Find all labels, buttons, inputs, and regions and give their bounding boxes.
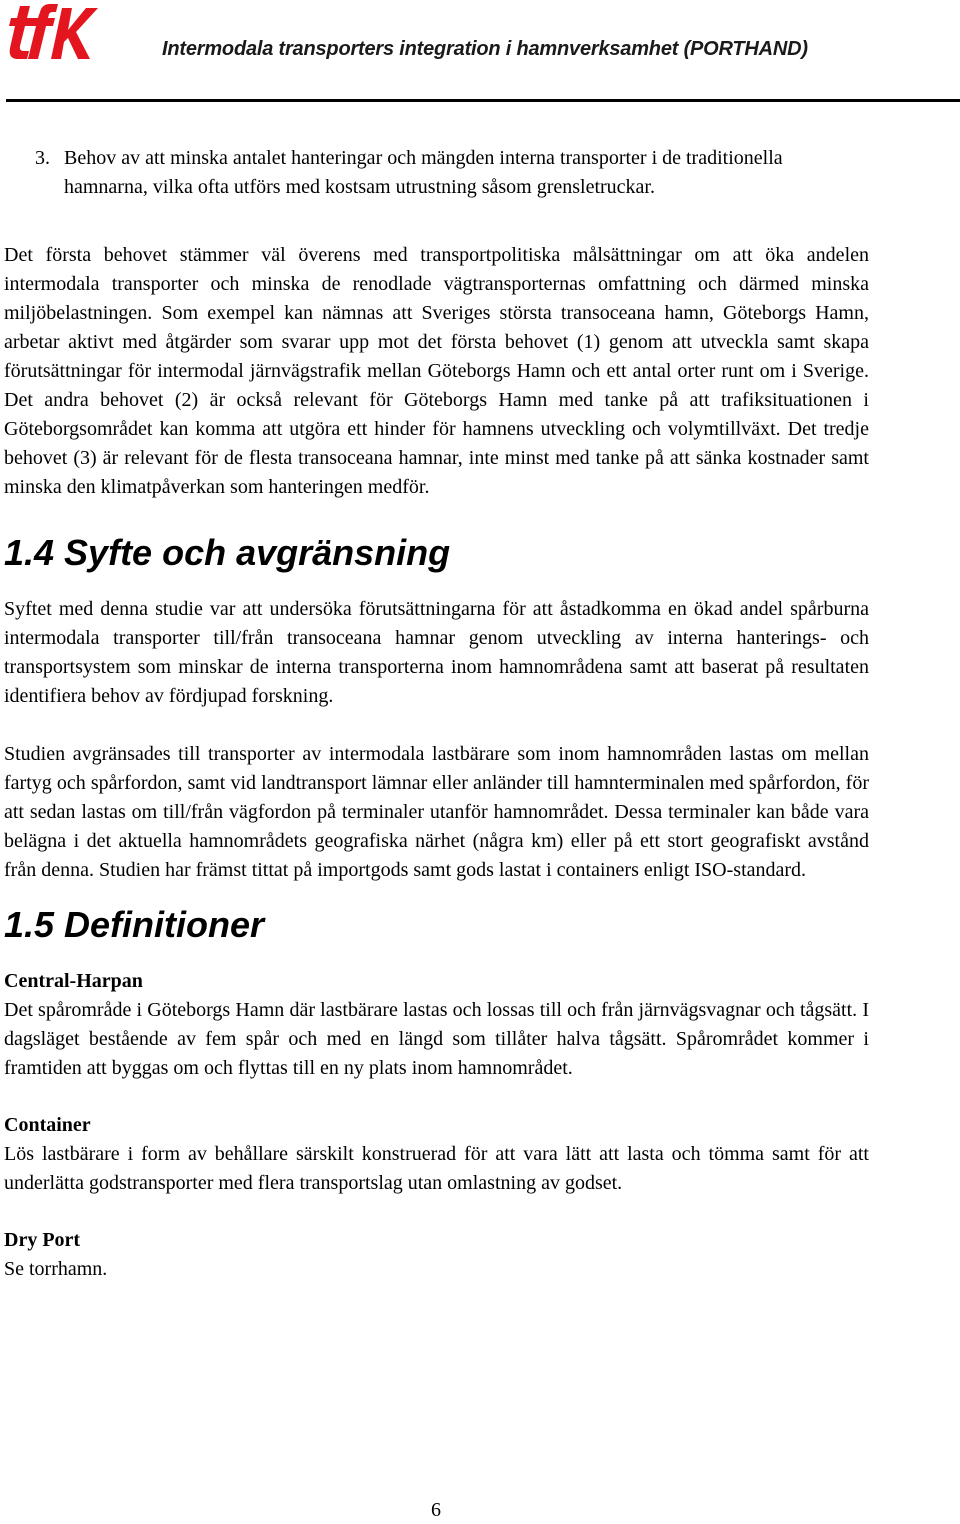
list-item-text: Behov av att minska antalet hanteringar och mängden interna transporter i de traditionella hamnarna, vilka ofta utförs med kostsam utrustning såsom grensletruckar. — [64, 147, 783, 198]
list-item-number: 3. — [35, 147, 50, 169]
section-1-4-paragraph-1: Syftet med denna studie var att undersöka förutsättningarna för att åstadkomma en ökad andel spårburna intermodala transporter till/från transoceana hamnar genom utveckling av interna hanterings- och transportsystem som minskar de interna transporterna inom hamnområdena samt att baserat på resultaten identifiera behov av fördjupad forskning. — [4, 598, 869, 707]
section-heading-1-5: 1.5 Definitioner — [4, 904, 265, 945]
page-number: 6 — [431, 1499, 441, 1521]
definition-term: Central-Harpan — [4, 970, 143, 992]
definition-item — [4, 1111, 869, 1198]
definition-text: Se torrhamn. — [4, 1258, 108, 1280]
definition-item — [4, 1226, 869, 1284]
definition-text: Det spårområde i Göteborgs Hamn där lastbärare lastas och lossas till och från järnvägsvagnar och tågsätt. I dagsläget bestående av fem spår och med en längd som tillåter halva tågsätt. Spårområdet kommer i framtiden att byggas om och flyttas till en ny plats inom hamnområdet. — [4, 999, 869, 1079]
page-header — [0, 0, 960, 104]
section-heading-1-4: 1.4 Syfte och avgränsning — [4, 532, 451, 573]
definition-item — [4, 967, 869, 1083]
page-content — [4, 144, 869, 1312]
definition-term: Container — [4, 1114, 91, 1136]
list-item — [4, 144, 869, 202]
definition-term: Dry Port — [4, 1229, 81, 1251]
section-1-4-paragraph-2: Studien avgränsades till transporter av intermodala lastbärare som inom hamnområden lastas om mellan fartyg och spårfordon, samt vid landtransport lämnar eller anländer till hamnterminalen med spårfordon, för att sedan lastas om till/från vägfordon på terminaler utanför hamnområdet. Dessa terminaler kan både vara belägna i det aktuella hamnområdets geografiska närhet (några km) eller på ett stort geografiskt avstånd från denna. Studien har främst tittat på importgods samt gods lastat i containers enligt ISO-standard. — [4, 743, 869, 881]
document-title: Intermodala transporters integration i hamnverksamhet (PORTHAND) — [162, 38, 808, 60]
intro-paragraph: Det första behovet stämmer väl överens med transportpolitiska målsättningar om att öka andelen intermodala transporter och minska de renodlade vägtransporternas omfattning och därmed minska miljöbelastningen. Som exempel kan nämnas att Sveriges största transoceana hamn, Göteborgs Hamn, arbetar aktivt med åtgärder som svarar upp mot det första behovet (1) genom att utveckla samt skapa förutsättningar för intermodal järnvägstrafik mellan Göteborgs Hamn och ett antal orter runt om i Sverige. Det andra behovet (2) är också relevant för Göteborgs Hamn med tanke på att trafiksituationen i Göteborgsområdet kan komma att utgöra ett hinder för hamnens utveckling och volymtillväxt. Det tredje behovet (3) är relevant för de flesta transoceana hamnar, inte minst med tanke på att sänka kostnader samt minska den klimatpåverkan som hanteringen medför. — [4, 244, 869, 498]
header-divider — [6, 99, 960, 102]
tfk-logo — [6, 2, 98, 62]
definition-text: Lös lastbärare i form av behållare särskilt konstruerad för att vara lätt att lasta och tömma samt för att underlätta godstransporter med flera transportslag utan omlastning av godset. — [4, 1143, 869, 1194]
